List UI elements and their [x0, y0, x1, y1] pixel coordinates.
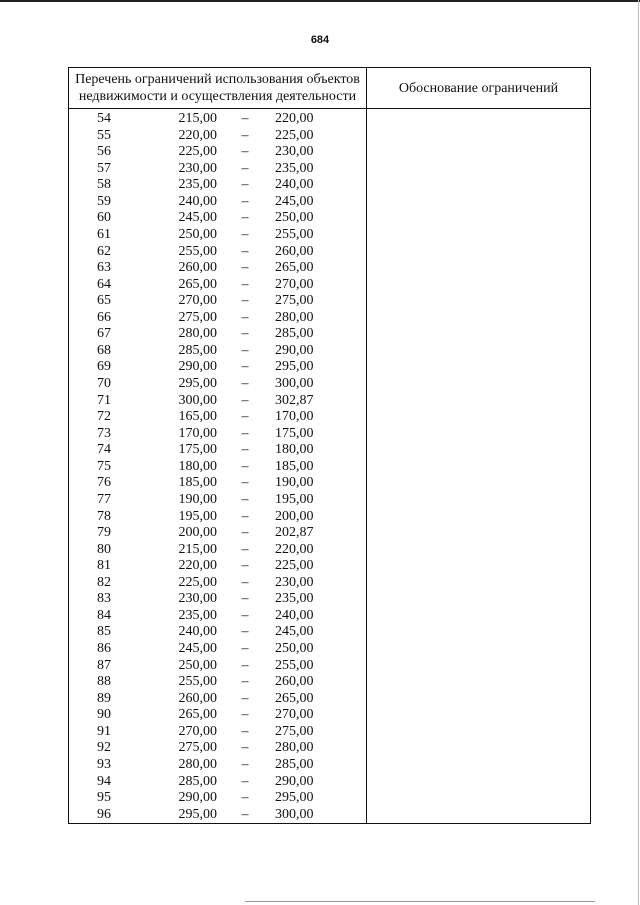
list-item — [69, 591, 366, 608]
range-to: 245,00 — [275, 193, 314, 209]
range-from: 300,00 — [178, 392, 217, 408]
list-item — [69, 111, 366, 128]
row-number: 87 — [97, 657, 111, 673]
range-from: 220,00 — [178, 558, 217, 574]
range-to: 240,00 — [275, 607, 314, 623]
row-number: 70 — [97, 376, 111, 391]
row-number: 93 — [97, 756, 111, 772]
range-to: 225,00 — [275, 127, 314, 143]
range-from: 280,00 — [178, 326, 217, 342]
range-to: 255,00 — [275, 657, 314, 673]
range-to: 265,00 — [275, 260, 314, 276]
range-dash: – — [241, 293, 249, 309]
row-number: 56 — [97, 144, 111, 160]
list-item — [69, 757, 366, 774]
range-from: 250,00 — [178, 657, 217, 673]
range-to: 280,00 — [275, 740, 314, 756]
range-from: 260,00 — [178, 690, 217, 706]
row-number: 72 — [97, 409, 111, 425]
list-item — [69, 624, 366, 641]
list-item — [69, 525, 366, 542]
list-item — [69, 492, 366, 509]
row-number: 68 — [97, 342, 111, 358]
list-item — [69, 210, 366, 227]
range-dash: – — [241, 127, 249, 143]
range-from: 265,00 — [178, 707, 217, 723]
range-to: 250,00 — [275, 641, 314, 656]
range-dash: – — [241, 475, 249, 491]
list-item — [69, 260, 366, 277]
row-number: 88 — [97, 674, 111, 690]
range-from: 270,00 — [178, 723, 217, 739]
range-from: 265,00 — [178, 276, 217, 292]
row-number: 85 — [97, 624, 111, 640]
row-number: 78 — [97, 508, 111, 524]
range-dash: – — [241, 641, 249, 656]
range-to: 302,87 — [275, 392, 314, 408]
range-dash: – — [241, 392, 249, 408]
row-number: 95 — [97, 790, 111, 806]
list-item — [69, 641, 366, 658]
range-from: 260,00 — [178, 260, 217, 276]
list-item — [69, 459, 366, 476]
range-list — [69, 109, 366, 823]
table-body-row — [69, 109, 591, 824]
range-from: 225,00 — [178, 574, 217, 590]
range-dash: – — [241, 591, 249, 607]
range-to: 220,00 — [275, 541, 314, 557]
range-dash: – — [241, 756, 249, 772]
row-number: 89 — [97, 690, 111, 706]
range-from: 225,00 — [178, 144, 217, 160]
range-to: 202,87 — [275, 525, 314, 541]
range-to: 200,00 — [275, 508, 314, 524]
range-from: 175,00 — [178, 442, 217, 458]
range-dash: – — [241, 376, 249, 391]
range-dash: – — [241, 409, 249, 425]
range-to: 240,00 — [275, 177, 314, 193]
range-from: 240,00 — [178, 624, 217, 640]
row-number: 75 — [97, 458, 111, 474]
range-from: 275,00 — [178, 740, 217, 756]
range-dash: – — [241, 657, 249, 673]
row-number: 58 — [97, 177, 111, 193]
row-number: 73 — [97, 425, 111, 441]
range-from: 190,00 — [178, 491, 217, 507]
list-item — [69, 128, 366, 145]
row-number: 71 — [97, 392, 111, 408]
list-item — [69, 194, 366, 211]
range-to: 225,00 — [275, 558, 314, 574]
range-dash: – — [241, 508, 249, 524]
list-item — [69, 227, 366, 244]
list-item — [69, 475, 366, 492]
range-to: 270,00 — [275, 276, 314, 292]
range-from: 295,00 — [178, 376, 217, 391]
row-number: 65 — [97, 293, 111, 309]
list-item — [69, 326, 366, 343]
range-dash: – — [241, 574, 249, 590]
row-number: 82 — [97, 574, 111, 590]
range-from: 170,00 — [178, 425, 217, 441]
list-item — [69, 807, 366, 824]
range-from: 235,00 — [178, 177, 217, 193]
range-dash: – — [241, 144, 249, 160]
range-to: 295,00 — [275, 790, 314, 806]
range-from: 180,00 — [178, 458, 217, 474]
list-item — [69, 558, 366, 575]
range-from: 280,00 — [178, 756, 217, 772]
list-item — [69, 376, 366, 393]
list-item — [69, 509, 366, 526]
range-dash: – — [241, 177, 249, 193]
list-item — [69, 359, 366, 376]
range-dash: – — [241, 210, 249, 226]
restrictions-table — [68, 67, 591, 824]
range-from: 240,00 — [178, 193, 217, 209]
list-item — [69, 343, 366, 360]
list-item — [69, 144, 366, 161]
range-from: 295,00 — [178, 806, 217, 822]
range-to: 250,00 — [275, 210, 314, 226]
range-dash: – — [241, 558, 249, 574]
range-to: 295,00 — [275, 359, 314, 375]
range-to: 190,00 — [275, 475, 314, 491]
range-to: 285,00 — [275, 326, 314, 342]
row-number: 57 — [97, 160, 111, 176]
row-number: 80 — [97, 541, 111, 557]
range-from: 275,00 — [178, 309, 217, 325]
range-to: 220,00 — [275, 111, 314, 126]
range-to: 265,00 — [275, 690, 314, 706]
range-dash: – — [241, 458, 249, 474]
row-number: 74 — [97, 442, 111, 458]
list-item — [69, 277, 366, 294]
row-number: 83 — [97, 591, 111, 607]
list-item — [69, 409, 366, 426]
range-dash: – — [241, 690, 249, 706]
range-dash: – — [241, 342, 249, 358]
list-item — [69, 774, 366, 791]
range-to: 245,00 — [275, 624, 314, 640]
range-dash: – — [241, 624, 249, 640]
range-dash: – — [241, 226, 249, 242]
list-item — [69, 177, 366, 194]
page-number: 684 — [310, 34, 330, 46]
row-number: 81 — [97, 558, 111, 574]
range-from: 290,00 — [178, 790, 217, 806]
row-number: 84 — [97, 607, 111, 623]
row-number: 91 — [97, 723, 111, 739]
range-dash: – — [241, 740, 249, 756]
row-number: 77 — [97, 491, 111, 507]
range-to: 185,00 — [275, 458, 314, 474]
range-from: 185,00 — [178, 475, 217, 491]
scan-edge-right — [638, 0, 639, 905]
range-from: 230,00 — [178, 591, 217, 607]
list-item — [69, 658, 366, 675]
scan-edge-top — [0, 0, 640, 2]
range-from: 200,00 — [178, 525, 217, 541]
range-from: 270,00 — [178, 293, 217, 309]
row-number: 94 — [97, 773, 111, 789]
ranges-cell — [69, 109, 367, 824]
list-item — [69, 161, 366, 178]
range-to: 230,00 — [275, 144, 314, 160]
range-from: 285,00 — [178, 342, 217, 358]
range-dash: – — [241, 806, 249, 822]
list-item — [69, 724, 366, 741]
range-from: 250,00 — [178, 226, 217, 242]
range-dash: – — [241, 326, 249, 342]
range-from: 290,00 — [178, 359, 217, 375]
range-from: 215,00 — [178, 541, 217, 557]
header-justification: Обоснование ограничений — [367, 68, 591, 109]
list-item — [69, 393, 366, 410]
range-to: 300,00 — [275, 376, 314, 391]
list-item — [69, 740, 366, 757]
range-dash: – — [241, 525, 249, 541]
row-number: 63 — [97, 260, 111, 276]
range-from: 285,00 — [178, 773, 217, 789]
range-dash: – — [241, 111, 249, 126]
row-number: 66 — [97, 309, 111, 325]
range-dash: – — [241, 243, 249, 259]
row-number: 54 — [97, 111, 111, 126]
range-from: 165,00 — [178, 409, 217, 425]
range-dash: – — [241, 193, 249, 209]
row-number: 79 — [97, 525, 111, 541]
row-number: 96 — [97, 806, 111, 822]
list-item — [69, 790, 366, 807]
row-number: 86 — [97, 641, 111, 656]
list-item — [69, 608, 366, 625]
row-number: 62 — [97, 243, 111, 259]
range-to: 280,00 — [275, 309, 314, 325]
range-from: 245,00 — [178, 641, 217, 656]
list-item — [69, 674, 366, 691]
range-dash: – — [241, 541, 249, 557]
list-item — [69, 293, 366, 310]
row-number: 69 — [97, 359, 111, 375]
range-dash: – — [241, 442, 249, 458]
row-number: 67 — [97, 326, 111, 342]
range-to: 260,00 — [275, 243, 314, 259]
scan-edge-bottom — [245, 901, 595, 902]
row-number: 64 — [97, 276, 111, 292]
range-dash: – — [241, 491, 249, 507]
range-to: 235,00 — [275, 160, 314, 176]
row-number: 61 — [97, 226, 111, 242]
range-to: 270,00 — [275, 707, 314, 723]
range-from: 220,00 — [178, 127, 217, 143]
header-restrictions-list: Перечень ограничений использования объектов недвижимости и осуществления деятельности — [69, 68, 367, 109]
range-to: 180,00 — [275, 442, 314, 458]
range-from: 235,00 — [178, 607, 217, 623]
range-dash: – — [241, 723, 249, 739]
range-to: 260,00 — [275, 674, 314, 690]
range-to: 230,00 — [275, 574, 314, 590]
row-number: 90 — [97, 707, 111, 723]
list-item — [69, 707, 366, 724]
range-to: 255,00 — [275, 226, 314, 242]
row-number: 60 — [97, 210, 111, 226]
range-dash: – — [241, 160, 249, 176]
range-to: 175,00 — [275, 425, 314, 441]
range-dash: – — [241, 707, 249, 723]
range-to: 195,00 — [275, 491, 314, 507]
range-dash: – — [241, 359, 249, 375]
list-item — [69, 542, 366, 559]
range-to: 290,00 — [275, 342, 314, 358]
range-from: 245,00 — [178, 210, 217, 226]
row-number: 92 — [97, 740, 111, 756]
justification-cell — [367, 109, 591, 824]
range-to: 300,00 — [275, 806, 314, 822]
list-item — [69, 691, 366, 708]
range-to: 275,00 — [275, 293, 314, 309]
range-dash: – — [241, 309, 249, 325]
range-from: 255,00 — [178, 243, 217, 259]
range-from: 195,00 — [178, 508, 217, 524]
range-dash: – — [241, 607, 249, 623]
range-to: 285,00 — [275, 756, 314, 772]
row-number: 76 — [97, 475, 111, 491]
range-to: 170,00 — [275, 409, 314, 425]
list-item — [69, 426, 366, 443]
range-dash: – — [241, 276, 249, 292]
range-to: 290,00 — [275, 773, 314, 789]
range-to: 275,00 — [275, 723, 314, 739]
range-dash: – — [241, 773, 249, 789]
row-number: 59 — [97, 193, 111, 209]
range-from: 255,00 — [178, 674, 217, 690]
range-to: 235,00 — [275, 591, 314, 607]
range-dash: – — [241, 790, 249, 806]
range-dash: – — [241, 425, 249, 441]
row-number: 55 — [97, 127, 111, 143]
range-from: 230,00 — [178, 160, 217, 176]
range-from: 215,00 — [178, 111, 217, 126]
table-header-row — [69, 68, 591, 109]
range-dash: – — [241, 260, 249, 276]
list-item — [69, 310, 366, 327]
range-dash: – — [241, 674, 249, 690]
list-item — [69, 244, 366, 261]
list-item — [69, 575, 366, 592]
list-item — [69, 442, 366, 459]
